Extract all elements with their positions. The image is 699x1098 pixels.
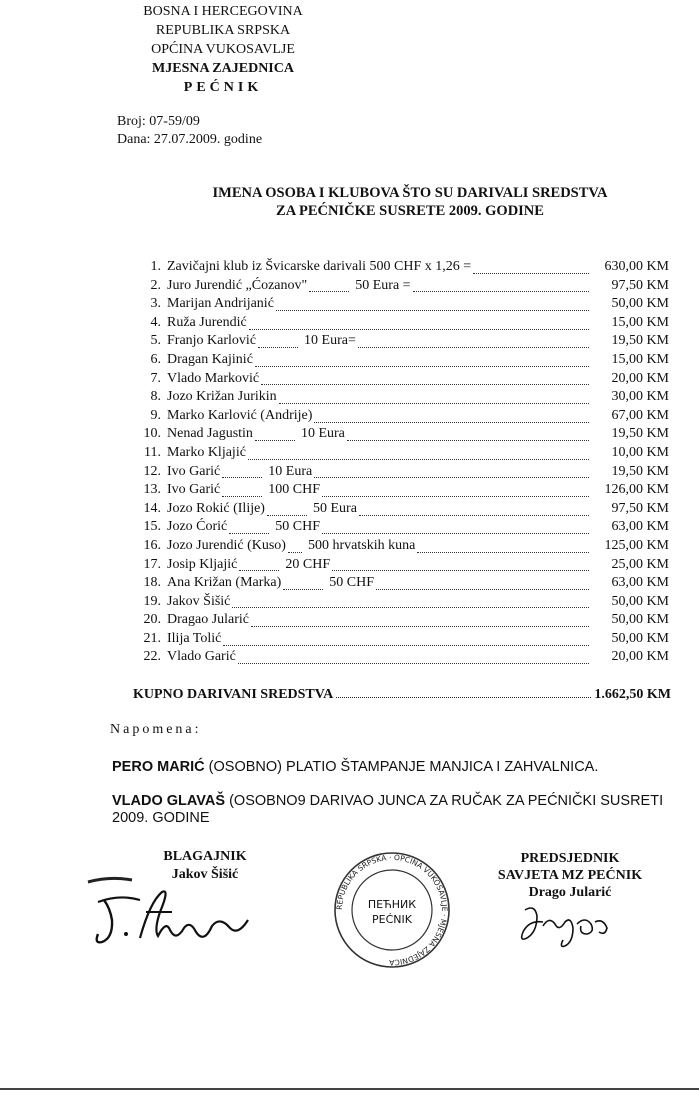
donor-amount: 50,00 KM [611, 630, 669, 646]
donor-amount: 126,00 KM [604, 482, 669, 498]
donor-amount: 50,00 KM [611, 296, 669, 312]
donor-name: Dragao Jularić [167, 612, 250, 628]
donor-amount: 15,00 KM [611, 351, 669, 367]
donor-name: Marko Karlović (Andrije) [167, 407, 313, 423]
header-country: BOSNA I HERCEGOVINA [143, 4, 303, 19]
donor-name: Jozo Jurendić (Kuso) [167, 537, 286, 553]
donor-row [137, 648, 669, 667]
donor-name: Jozo Križan Jurikin [167, 389, 277, 405]
donor-name: Ivo Garić [167, 463, 221, 479]
president-signature [515, 902, 615, 952]
donor-number: 5. [150, 333, 161, 349]
donor-name: Jozo Ćorić [167, 519, 228, 535]
donor-number: 21. [143, 630, 161, 646]
page-bottom-edge [0, 1088, 699, 1090]
donor-row [137, 537, 669, 556]
donor-number: 20. [143, 612, 161, 628]
leader-dots [276, 298, 589, 311]
leader-dots [222, 484, 262, 497]
donor-name: Ivo Garić [167, 482, 221, 498]
donor-number: 13. [143, 482, 161, 498]
donor-currency-note: 20 CHF [285, 556, 331, 572]
note2-name: VLADO GLAVAŠ [112, 793, 226, 809]
leader-dots [332, 558, 589, 571]
total-row [133, 686, 671, 703]
donor-currency-note: 50 CHF [275, 519, 320, 535]
treasurer-name: Jakov Šišić [171, 867, 239, 882]
header-municipality: OPĆINA VUKOSAVLJE [151, 42, 295, 57]
donor-number: 16. [143, 537, 161, 553]
leader-dots [283, 577, 323, 590]
note-heading: Napomena: [110, 722, 202, 737]
donor-row [137, 295, 669, 314]
header-entity: REPUBLIKA SRPSKA [155, 23, 291, 38]
donor-currency-note: 10 Eura [268, 463, 313, 479]
leader-dots [413, 279, 589, 292]
donor-row [137, 370, 669, 389]
donor-name: Jozo Rokić (Ilije) [167, 500, 265, 516]
leader-dots [376, 577, 589, 590]
leader-dots [267, 503, 307, 516]
donor-amount: 25,00 KM [611, 556, 669, 572]
leader-dots [255, 354, 589, 367]
donor-number: 17. [143, 556, 161, 572]
total-leader-dots [336, 686, 591, 698]
donor-amount: 20,00 KM [611, 370, 669, 386]
title-line-2: ZA PEĆNIČKE SUSRETE 2009. GODINE [276, 203, 544, 219]
donor-list [137, 258, 669, 667]
donor-currency-note: 100 CHF [268, 482, 320, 498]
donor-number: 2. [150, 277, 161, 293]
leader-dots [347, 428, 589, 441]
leader-dots [314, 410, 589, 423]
donor-row [137, 258, 669, 277]
document-date: Dana: 27.07.2009. godine [117, 132, 263, 147]
leader-dots [322, 521, 589, 534]
leader-dots [322, 484, 589, 497]
donor-amount: 50,00 KM [611, 593, 669, 609]
donor-number: 1. [150, 259, 161, 274]
donor-name: Ruža Jurendić [167, 314, 247, 330]
donor-amount: 19,50 KM [611, 426, 669, 442]
leader-dots [358, 335, 589, 348]
header-community: MJESNA ZAJEDNICA [152, 61, 294, 76]
donor-name: Nenad Jagustin [167, 426, 253, 442]
note-pero-maric [112, 759, 598, 775]
donor-amount: 63,00 KM [611, 519, 669, 535]
header-village: PEĆNIK [183, 80, 263, 95]
president-title-1: PREDSJEDNIK [520, 851, 620, 866]
donor-number: 3. [150, 296, 161, 312]
donor-amount: 30,00 KM [611, 389, 669, 405]
donor-number: 11. [144, 444, 161, 460]
leader-dots [288, 540, 302, 553]
donor-row [137, 630, 669, 649]
donor-amount: 15,00 KM [611, 314, 669, 330]
donor-name: Franjo Karlović [167, 333, 257, 349]
donor-row [137, 407, 669, 426]
leader-dots [251, 614, 589, 627]
donor-number: 22. [143, 649, 161, 665]
donor-amount: 67,00 KM [611, 407, 669, 423]
donor-amount: 19,50 KM [611, 463, 669, 479]
leader-dots [229, 521, 269, 534]
donor-amount: 50,00 KM [611, 612, 669, 628]
donor-row [137, 444, 669, 463]
leader-dots [223, 633, 589, 646]
donor-name: Jakov Šišić [167, 593, 231, 609]
donor-row [137, 332, 669, 351]
donor-amount: 97,50 KM [611, 277, 669, 293]
donor-name: Marko Kljajić [167, 444, 246, 460]
stamp-center-latin: PEĆNIK [372, 913, 412, 926]
donor-name: Marijan Andrijanić [167, 296, 274, 312]
donor-row [137, 277, 669, 296]
leader-dots [239, 558, 279, 571]
donor-number: 7. [150, 370, 161, 386]
president-block [490, 850, 650, 901]
donor-row [137, 593, 669, 612]
leader-dots [222, 465, 262, 478]
leader-dots [238, 651, 589, 664]
donor-row [137, 518, 669, 537]
donor-amount: 63,00 KM [611, 575, 669, 591]
leader-dots [258, 335, 298, 348]
president-title-2: SAVJETA MZ PEĆNIK [497, 868, 643, 883]
note-vlado-glavas [112, 793, 697, 827]
donor-name: Zavičajni klub iz Švicarske darivali 500 CHF x 1,26 = [167, 259, 472, 274]
donor-number: 4. [150, 314, 161, 330]
president-name: Drago Jularić [528, 885, 612, 900]
donor-name: Vlado Garić [167, 649, 236, 665]
document-references [117, 113, 262, 149]
donor-name: Vlado Marković [167, 370, 260, 386]
donor-row [137, 481, 669, 500]
donor-number: 10. [143, 426, 161, 442]
leader-dots [417, 540, 589, 553]
donor-amount: 125,00 KM [604, 537, 669, 553]
donor-number: 15. [143, 519, 161, 535]
note2-text: (OSOBNO9 DARIVAO JUNCA ZA RUČAK ZA PEĆNIČKI SUSRETI 2009. GODINE [112, 793, 664, 826]
donor-number: 14. [143, 500, 161, 516]
donor-row [137, 500, 669, 519]
leader-dots [309, 279, 349, 292]
donor-number: 8. [150, 389, 161, 405]
leader-dots [249, 317, 589, 330]
donor-row [137, 574, 669, 593]
donor-name: Dragan Kajinić [167, 351, 253, 367]
municipality-header [118, 2, 328, 97]
leader-dots [279, 391, 589, 404]
total-amount: 1.662,50 KM [594, 687, 671, 702]
donor-name: Juro Jurendić „Ćozanov" [167, 277, 308, 293]
document-title [150, 184, 670, 220]
treasurer-title: BLAGAJNIK [163, 849, 247, 864]
donor-row [137, 351, 669, 370]
donor-row [137, 388, 669, 407]
title-line-1: IMENA OSOBA I KLUBOVA ŠTO SU DARIVALI SREDSTVA [212, 185, 608, 201]
donor-number: 6. [150, 351, 161, 367]
stamp-outer-text: REPUBLIKA SRPSKA · OPĆINA VUKOSAVLJE · MJESNA ZAJEDNICA [334, 852, 450, 968]
leader-dots [232, 595, 589, 608]
donor-name: Ana Križan (Marka) [167, 575, 282, 591]
donor-row [137, 556, 669, 575]
donor-amount: 20,00 KM [611, 649, 669, 665]
donor-currency-note: 50 Eura = [355, 277, 411, 293]
donor-row [137, 463, 669, 482]
leader-dots [255, 428, 295, 441]
donor-currency-note: 10 Eura [300, 426, 345, 442]
donor-currency-note: 50 Eura [312, 500, 357, 516]
donor-amount: 10,00 KM [611, 444, 669, 460]
donor-currency-note: 10 Eura= [304, 333, 356, 349]
leader-dots [359, 503, 589, 516]
donor-number: 18. [143, 575, 161, 591]
donor-number: 9. [150, 407, 161, 423]
leader-dots [314, 465, 589, 478]
donor-number: 12. [143, 463, 161, 479]
donor-number: 19. [143, 593, 161, 609]
donor-name: Ilija Tolić [167, 630, 222, 646]
donor-amount: 19,50 KM [611, 333, 669, 349]
stamp-center-cyrillic: ПЕЋНИК [367, 898, 417, 911]
donor-row [137, 314, 669, 333]
donor-amount: 97,50 KM [611, 500, 669, 516]
donor-currency-note: 500 hrvatskih kuna [307, 537, 416, 553]
note1-name: PERO MARIĆ [112, 759, 205, 775]
total-label: KUPNO DARIVANI SREDSTVA [133, 687, 334, 702]
treasurer-signature [80, 872, 260, 952]
note1-text: (OSOBNO) PLATIO ŠTAMPANJE MANJICA I ZAHVALNICA. [204, 759, 599, 775]
donor-row [137, 425, 669, 444]
donor-amount: 630,00 KM [604, 259, 669, 274]
reference-number: Broj: 07-59/09 [117, 114, 200, 129]
donor-currency-note: 50 CHF [329, 575, 375, 591]
donor-name: Josip Kljajić [167, 556, 238, 572]
official-stamp [332, 850, 452, 970]
leader-dots [473, 261, 589, 274]
leader-dots [261, 372, 589, 385]
leader-dots [248, 447, 589, 460]
donor-row [137, 611, 669, 630]
